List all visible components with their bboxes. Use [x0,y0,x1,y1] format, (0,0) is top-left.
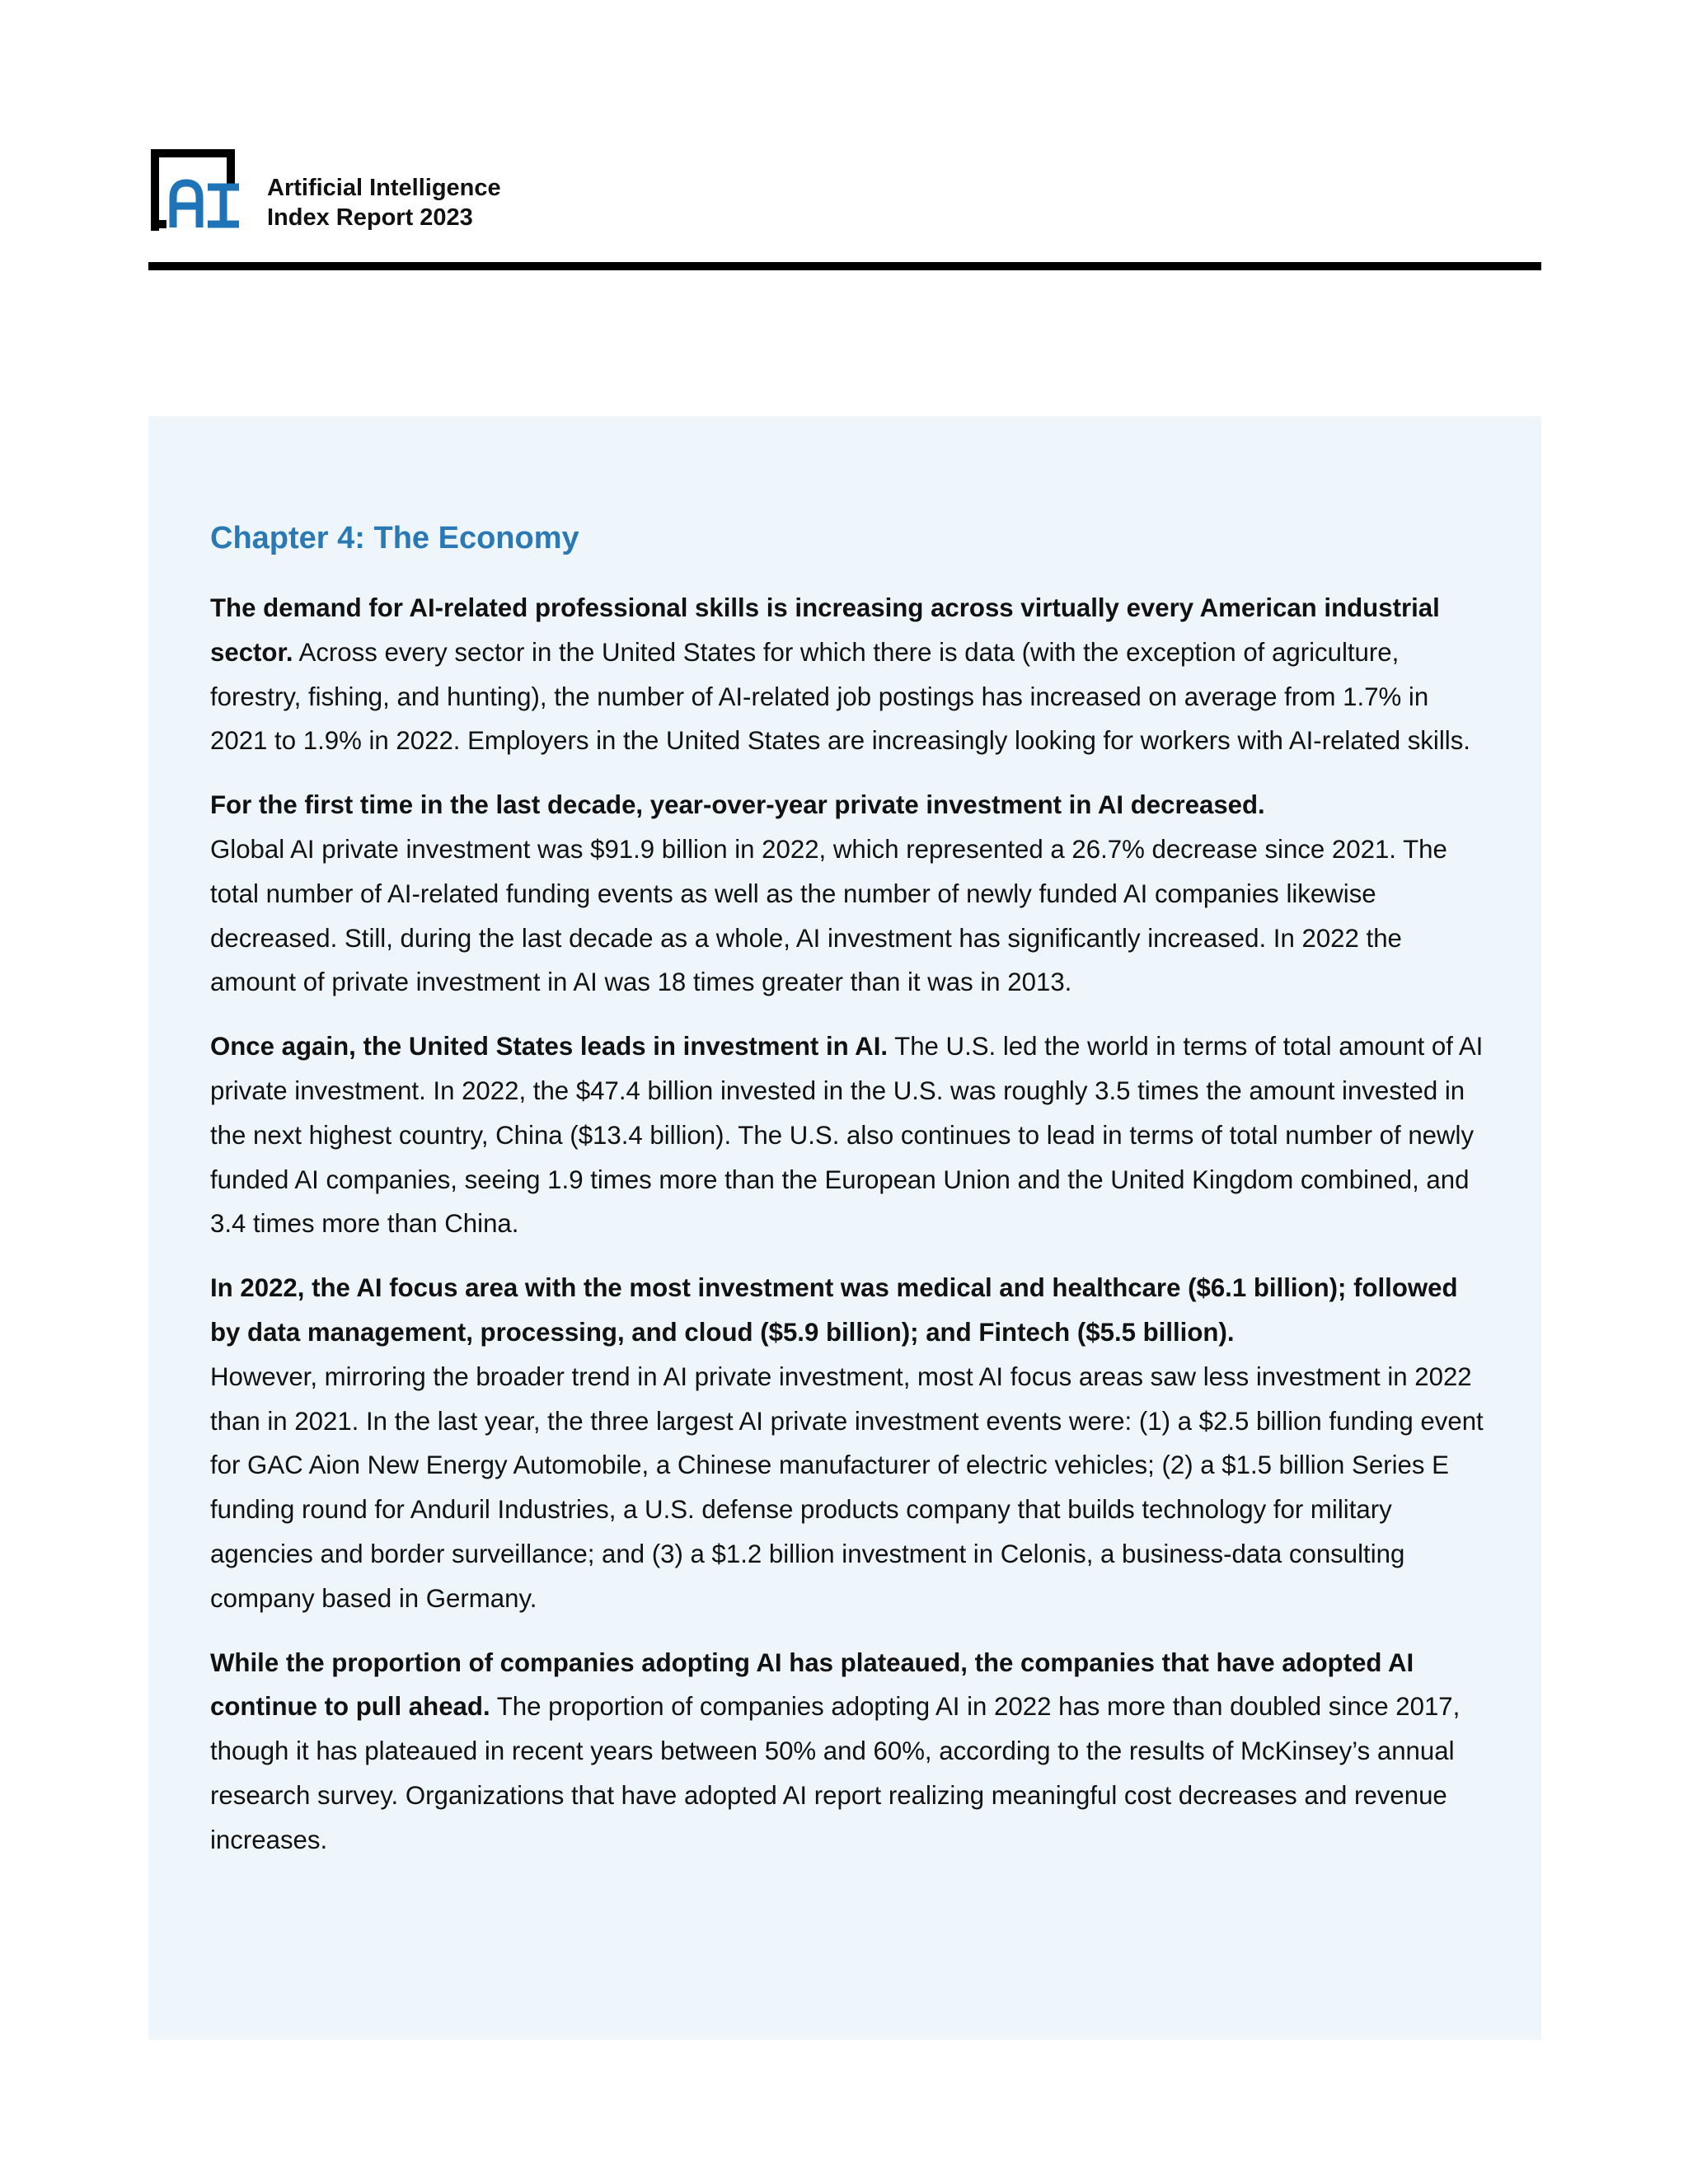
ai-index-logo [148,147,241,231]
report-title [267,173,501,232]
report-header [148,147,1541,270]
highlight-lead: In 2022, the AI focus area with the most investment was medical and healthcare ($6.1 billion); followed by data management, processing, and cloud ($5.9 billion); and Fintech ($5.5 billion). [210,1273,1458,1347]
highlights-content [210,586,1492,1882]
highlight-lead: The demand for AI-related professional skills is increasing across virtually every American industrial sector. [210,593,1440,667]
highlight-paragraph-4 [210,1266,1492,1620]
highlight-body: The U.S. led the world in terms of total amount of AI private investment. In 2022, the $47.4 billion invested in the U.S. was roughly 3.5 times the amount invested in the next highest country, China ($13.4 billion). The U.S. also continues to lead in terms of total number of newly funded AI companies, seeing 1.9 times more than the European Union and the United Kingdom combined, and 3.4 times more than China. [210,1032,1484,1239]
report-title-line-1: Artificial Intelligence [267,175,501,201]
highlight-lead: While the proportion of companies adopting AI has plateaued, the companies that have adopted AI continue to pull ahead. [210,1647,1414,1722]
highlight-paragraph-1 [210,586,1492,763]
chapter-title: Chapter 4: The Economy [210,521,579,555]
highlight-body: The proportion of companies adopting AI in 2022 has more than doubled since 2017, though it has plateaued in recent years between 50% and 60%, according to the results of McKinsey’s annual research survey. Organizations that have adopted AI report realizing meaningful cost decreases and revenue increases. [210,1692,1461,1854]
highlight-lead: For the first time in the last decade, year-over-year private investment in AI decreased. [210,790,1265,820]
highlight-paragraph-3 [210,1024,1492,1246]
report-title-line-2: Index Report 2023 [267,204,473,231]
highlight-body: Across every sector in the United States for which there is data (with the exception of agriculture, forestry, fishing, and hunting), the number of AI-related job postings has increased on average from 1.7% in 2021 to 1.9% in 2022. Employers in the United States are increasingly looking for workers with AI-related skills. [210,637,1470,756]
highlight-lead: Once again, the United States leads in investment in AI. [210,1032,889,1062]
header-divider [148,262,1541,270]
highlight-body: Global AI private investment was $91.9 billion in 2022, which represented a 26.7% decrease since 2021. The total number of AI-related funding events as well as the number of newly funded AI companies likewise decreased. Still, during the last decade as a whole, AI investment has significantly increased. In 2022 the amount of private investment in AI was 18 times greater than it was in 2013. [210,834,1447,997]
highlight-paragraph-2 [210,783,1492,1005]
highlight-paragraph-5 [210,1641,1492,1863]
highlight-body: However, mirroring the broader trend in AI private investment, most AI focus areas saw less investment in 2022 than in 2021. In the last year, the three largest AI private investment events were: (1) a $2.5 billion funding event for GAC Aion New Energy Automobile, a Chinese manufacturer of electric vehicles; (2) a $1.5 billion Series E funding round for Anduril Industries, a U.S. defense products company that builds technology for military agencies and border surveillance; and (3) a $1.2 billion investment in Celonis, a business-data consulting company based in Germany. [210,1361,1484,1613]
